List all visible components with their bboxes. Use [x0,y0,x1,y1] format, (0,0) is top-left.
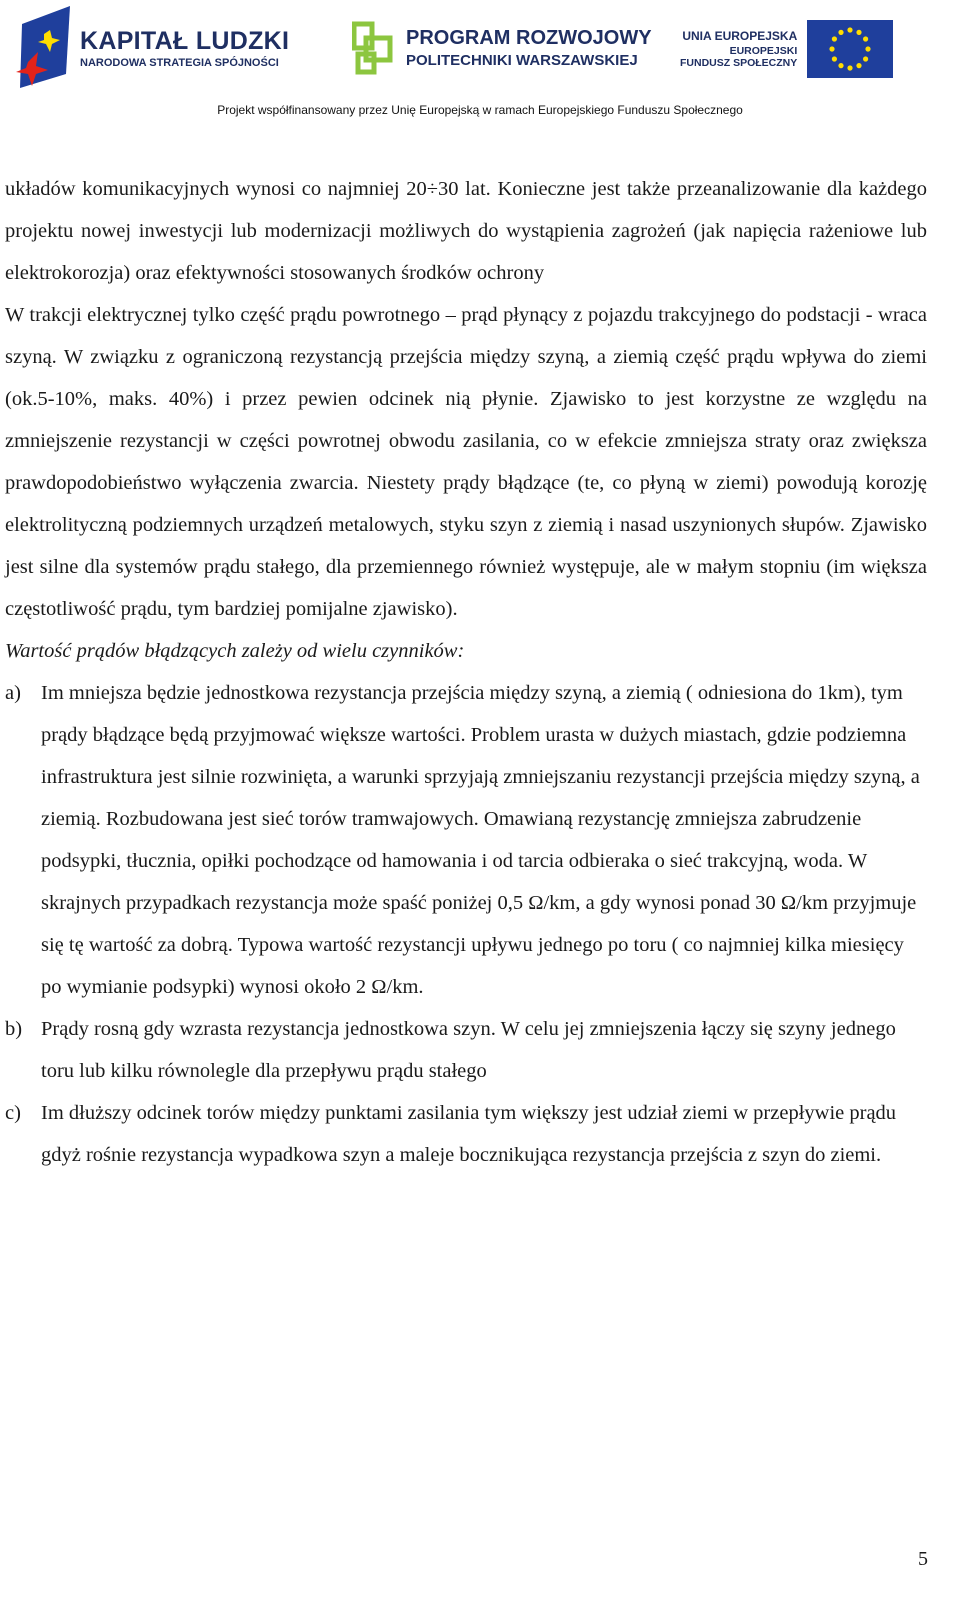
list-marker: a) [5,682,21,704]
funding-note: Projekt współfinansowany przez Unię Europejską w ramach Europejskiego Funduszu Społecznego [217,103,743,117]
list-item [5,1092,927,1176]
factors-lead: Wartość prądów błądzących zależy od wielu czynników: [5,640,465,662]
paragraph-traction: W trakcji elektrycznej tylko część prądu powrotnego – prąd płynący z pojazdu trakcyjnego do podstacji - wraca szyną. W związku z ograniczoną rezystancją przejścia między szyną, a ziemią część prądu wpływa do ziemi (ok.5-10%, maks. 40%) i przez pewien odcinek nią płynie. Zjawisko to jest korzystne ze względu na zmniejszenie rezystancji w części powrotnej obwodu zasilania, co w efekcie zmniejsza straty oraz zwiększa prawdopodobieństwo wyłączenia zwarcia. Niestety prądy błądzące (te, co płyną w ziemi) powodują korozję elektrolityczną podziemnych urządzeń metalowych, styku szyn z ziemią i nasad uszynionych słupów. Zjawisko jest silne dla systemów prądu stałego, dla przemiennego również występuje, ale w małym stopniu (im większa częstotliwość prądu, tym bardziej pomijalne zjawisko). [5,304,927,620]
list-item [5,1008,927,1092]
eu-fund-line1: EUROPEJSKI [729,45,798,57]
document-body [5,168,927,1176]
eu-fund-line2: FUNDUSZ SPOŁECZNY [680,57,798,69]
program-subtitle: POLITECHNIKI WARSZAWSKIEJ [406,52,638,69]
factors-list [5,672,927,1176]
kapital-ludzki-logo [14,4,289,92]
program-rozwojowy-emblem-icon [352,20,398,76]
list-marker: c) [5,1102,21,1124]
list-item-text: Prądy rosną gdy wzrasta rezystancja jednostkowa szyn. W celu jej zmniejszenia łączy się szyny jednego toru lub kilku równolegle dla przepływu prądu stałego [41,1018,896,1082]
kapital-ludzki-emblem-icon [14,4,72,92]
list-item-text: Im mniejsza będzie jednostkowa rezystancja przejścia między szyną, a ziemią ( odniesiona do 1km), tym prądy błądzące będą przyjmować większe wartości. Problem urasta w dużych miastach, gdzie podziemna infrastruktura jest silnie rozwinięta, a warunki sprzyjają zmniejszaniu rezystancji przejścia między szyną, a ziemią. Rozbudowana jest sieć torów tramwajowych. Omawianą rezystancję zmniejsza zabrudzenie podsypki, tłucznia, opiłki pochodzące od hamowania i od tarcia odbieraka o sieć trakcyjną, woda. W skrajnych przypadkach rezystancja może spaść poniżej 0,5 Ω/km, a gdy wynosi ponad 30 Ω/km przyjmuje się tę wartość za dobrą. Typowa wartość rezystancji upływu jednego po toru ( co najmniej kilka miesięcy po wymianie podsypki) wynosi około 2 Ω/km. [41,682,920,998]
eu-flag-icon [807,20,893,78]
page-number: 5 [918,1548,928,1570]
eu-title: UNIA EUROPEJSKA [682,29,798,43]
list-item-text: Im dłuższy odcinek torów między punktami zasilania tym większy jest udział ziemi w przepływie prądu gdyż rośnie rezystancja wypadkowa szyn a maleje bocznikująca rezystancja przejścia z szyn do ziemi. [41,1102,897,1166]
kapital-ludzki-title: KAPITAŁ LUDZKI [80,27,290,55]
page-header [0,0,960,130]
list-item [5,672,927,1008]
paragraph-intro: układów komunikacyjnych wynosi co najmniej 20÷30 lat. Konieczne jest także przeanalizowanie dla każdego projektu nowej inwestycji lub modernizacji możliwych do wystąpienia zagrożeń (jak napięcia rażeniowe lub elektrokorozja) oraz efektywności stosowanych środków ochrony [5,178,927,284]
list-marker: b) [5,1018,23,1040]
program-rozwojowy-logo [352,18,652,78]
eu-logo [680,18,893,80]
program-title: PROGRAM ROZWOJOWY [406,27,652,49]
kapital-ludzki-subtitle: NARODOWA STRATEGIA SPÓJNOŚCI [80,57,279,69]
